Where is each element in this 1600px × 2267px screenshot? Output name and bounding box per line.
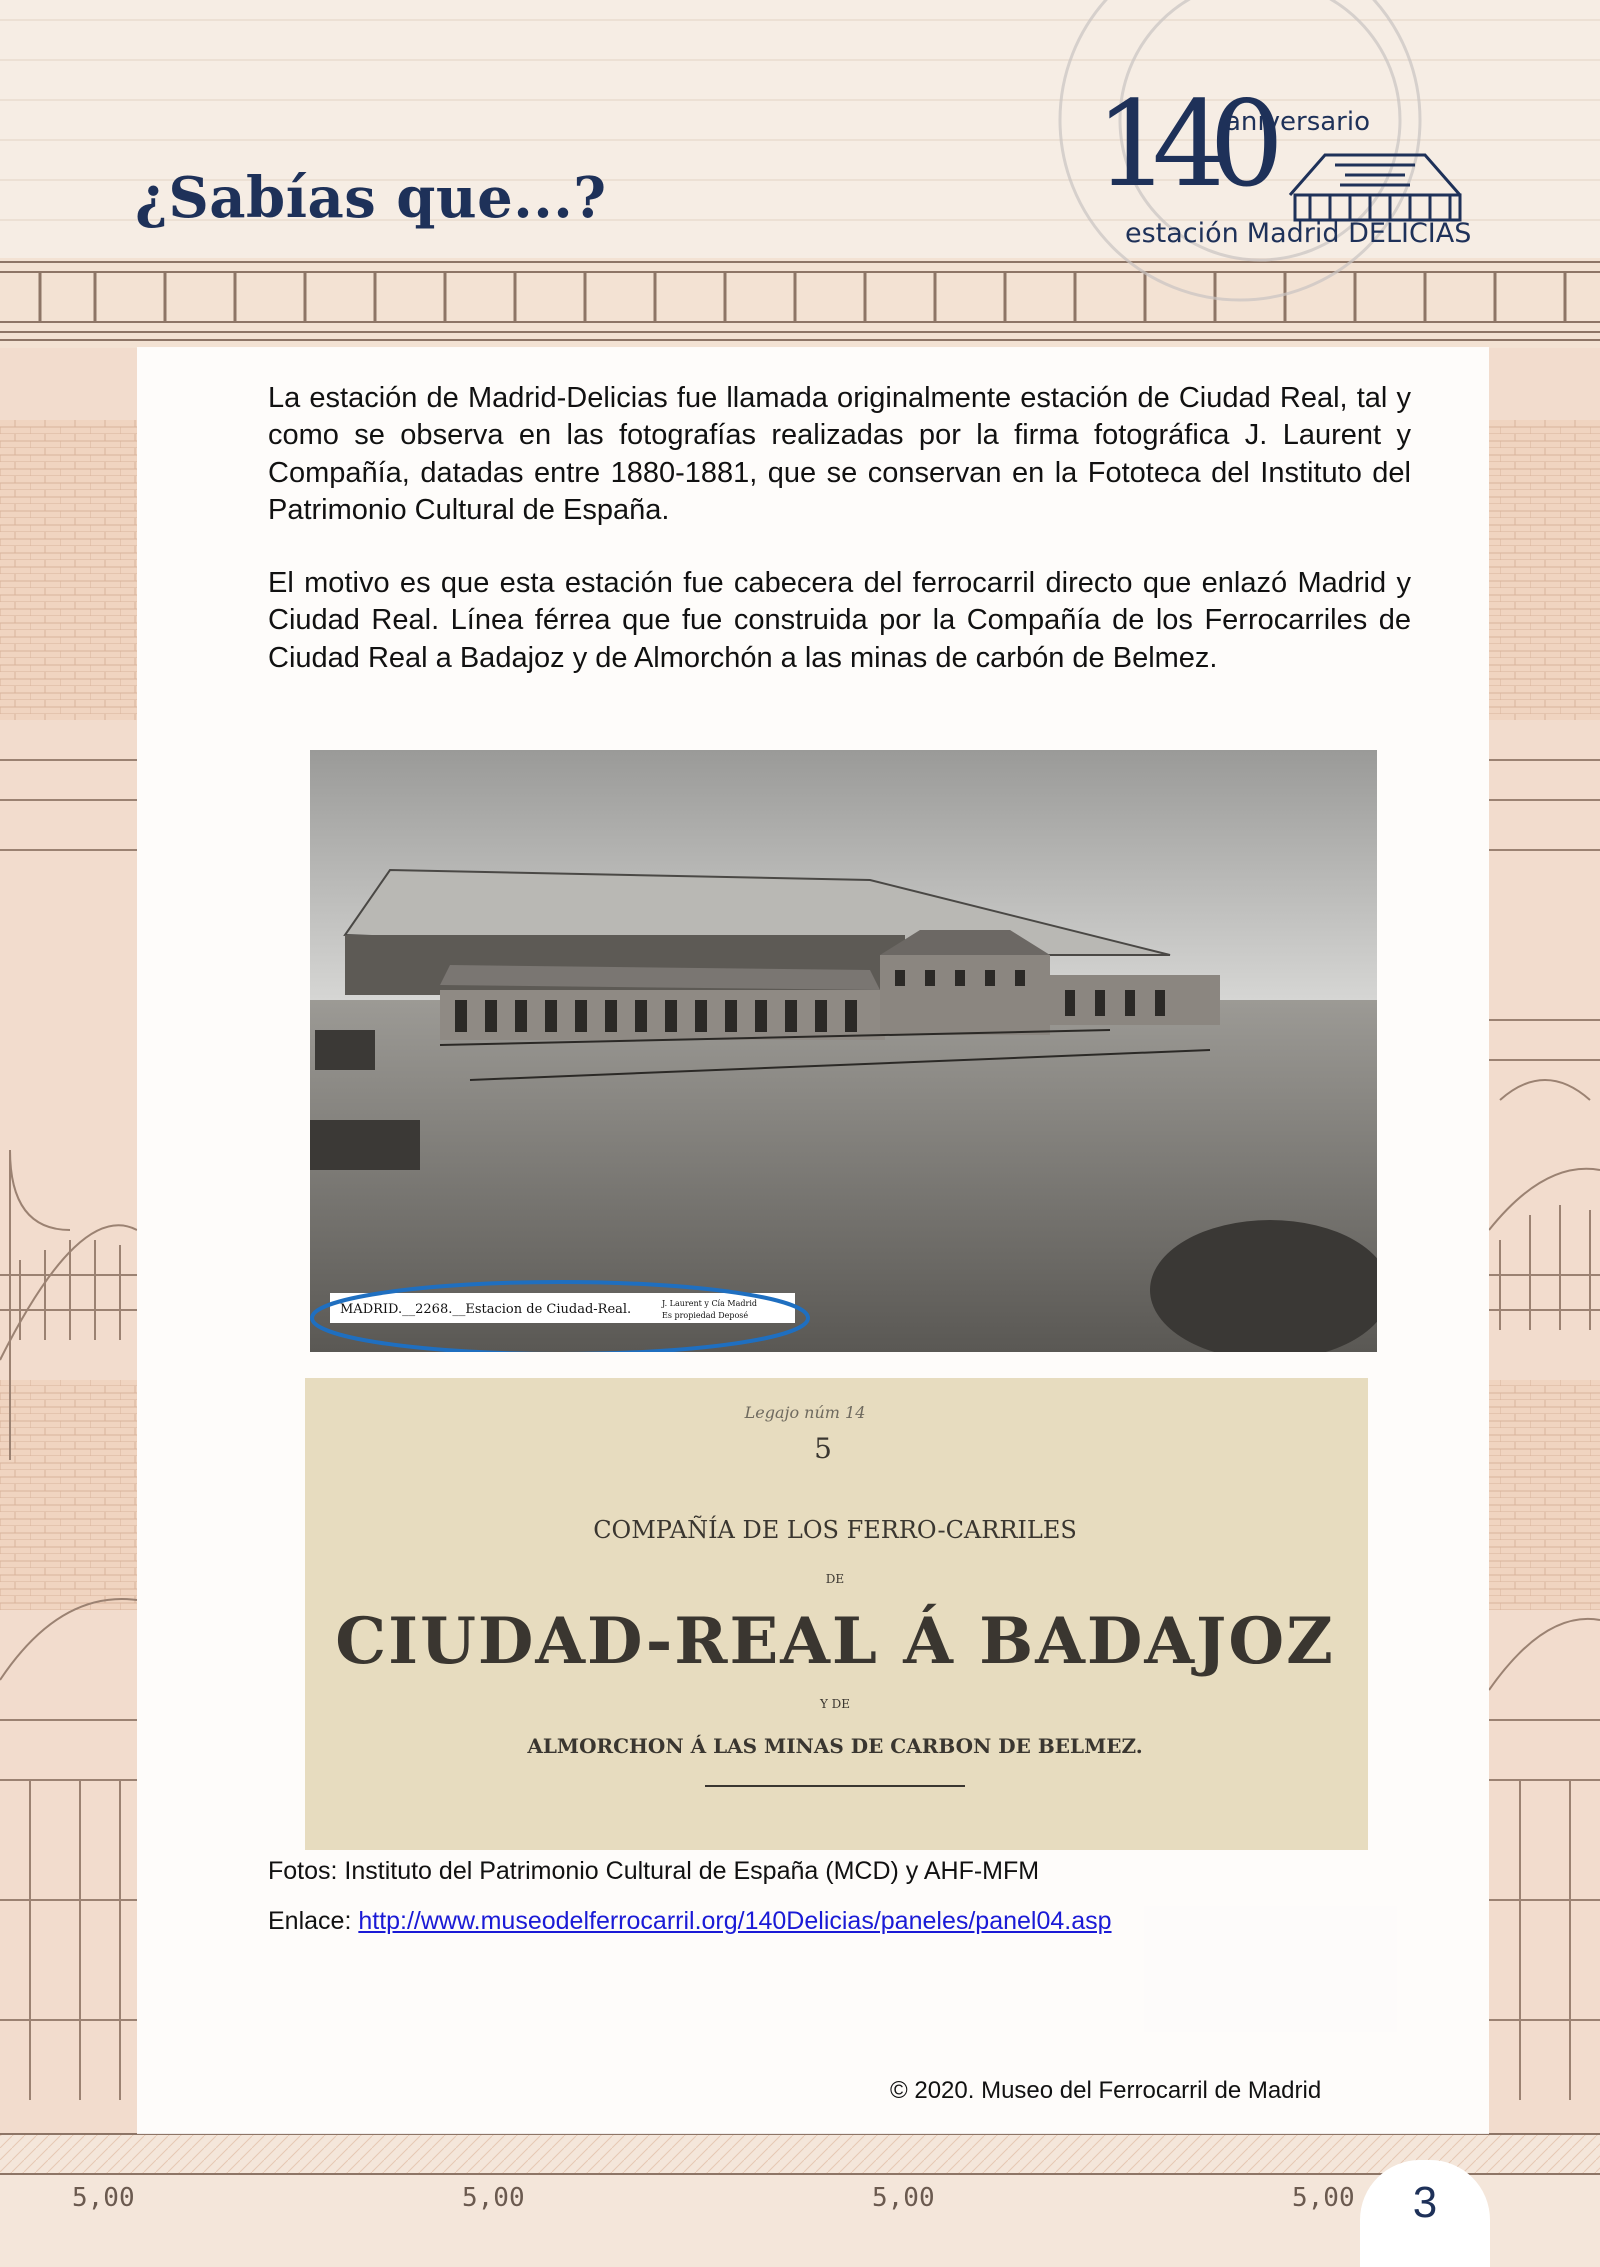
logo-line1: estación [1125, 218, 1239, 249]
scale-label: 5,00 [872, 2183, 935, 2213]
photo-label-right1: J. Laurent y Cía Madrid [662, 1299, 758, 1308]
logo-word: aniversario [1225, 107, 1371, 137]
scale-label: 5,00 [462, 2183, 525, 2213]
doc-number: 5 [814, 1432, 832, 1465]
paragraph-intro: La estación de Madrid-Delicias fue llamada originalmente estación de Ciudad Real, tal y como se observa en las fotografías realizadas por la firma fotográfica J. Laurent y Compañía, datadas entre 1880-1881, que se conservan en la Fototeca del Instituto del Patrimonio Cultural de España. [268, 382, 1411, 526]
link-label: Enlace: [268, 1907, 359, 1935]
doc-line5: ALMORCHON Á LAS MINAS DE CARBON DE BELMEZ. [527, 1734, 1143, 1758]
doc-line1: COMPAÑÍA DE LOS FERRO-CARRILES [593, 1516, 1077, 1544]
photo-label-left: MADRID.__2268.__Estacion de Ciudad-Real. [340, 1302, 632, 1317]
link-line [268, 1907, 1112, 1936]
photo-credits: Fotos: Instituto del Patrimonio Cultural de España (MCD) y AHF-MFM [268, 1857, 1040, 1885]
logo-subtitle [1125, 218, 1471, 249]
photo-label-right2: Es propiedad Deposé [662, 1311, 749, 1320]
company-document-image [305, 1378, 1368, 1850]
doc-handwriting: Legajo núm 14 [744, 1403, 866, 1422]
page-number-tab [1360, 2160, 1490, 2267]
page-number: 3 [1412, 2178, 1438, 2227]
doc-line2: DE [825, 1572, 845, 1586]
scale-label: 5,00 [1292, 2183, 1355, 2213]
logo-line2: Madrid DELICIAS [1246, 218, 1472, 249]
paragraph-reason: El motivo es que esta estación fue cabecera del ferrocarril directo que enlazó Madrid y Ciudad Real. Línea férrea que fue construida por la Compañía de los Ferrocarriles de Ciudad Real a Badajoz y de Almorchón a las minas de carbón de Belmez. [268, 567, 1411, 674]
panel-link[interactable]: http://www.museodelferrocarril.org/140Delicias/paneles/panel04.asp [358, 1907, 1112, 1935]
doc-line4: Y DE [819, 1697, 851, 1711]
station-photograph [310, 750, 1377, 1352]
page-title: ¿Sabías que...? [135, 165, 607, 231]
station-building-icon [1290, 155, 1460, 220]
doc-line3: CIUDAD-REAL Á BADAJOZ [335, 1604, 1335, 1679]
logo-number: 140 [1095, 75, 1267, 213]
copyright: © 2020. Museo del Ferrocarril de Madrid [890, 2077, 1322, 2104]
scale-label: 5,00 [72, 2183, 135, 2213]
